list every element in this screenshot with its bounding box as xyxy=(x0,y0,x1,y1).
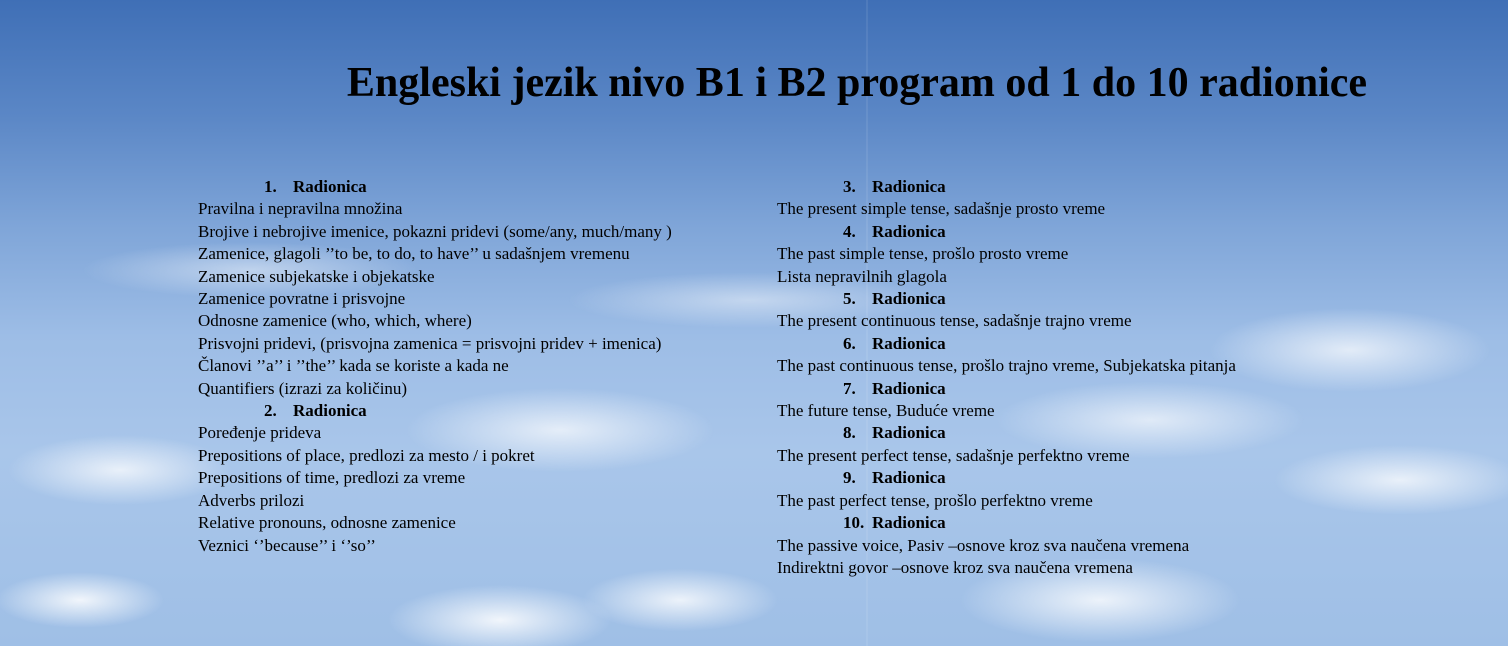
workshop-number: 10. xyxy=(843,513,865,533)
workshop-label: Radionica xyxy=(872,513,946,533)
topic-line: Lista nepravilnih glagola xyxy=(777,266,947,286)
workshop-label: Radionica xyxy=(872,289,946,309)
workshop-number: 7. xyxy=(843,378,856,398)
workshop-label: Radionica xyxy=(872,333,946,353)
topic-line: Prisvojni pridevi, (prisvojna zamenica = prisvojni pridev + imenica) xyxy=(198,333,662,353)
topic-line: The present perfect tense, sadašnje perfektno vreme xyxy=(777,445,1130,465)
workshop-number: 3. xyxy=(843,177,856,196)
right-column xyxy=(777,176,1236,579)
topic-line: Quantifiers (izrazi za količinu) xyxy=(198,378,408,398)
topic-line: Prepositions of time, predlozi za vreme xyxy=(198,468,466,488)
topic-line: Zamenice povratne i prisvojne xyxy=(198,289,406,309)
topic-line: The past simple tense, prošlo prosto vreme xyxy=(777,244,1069,264)
topic-line: Pravilna i nepravilna množina xyxy=(198,199,403,219)
workshop-label: Radionica xyxy=(872,378,946,398)
topic-line: The present simple tense, sadašnje prosto vreme xyxy=(777,199,1106,219)
topic-line: Brojive i nebrojive imenice, pokazni pridevi (some/any, much/many ) xyxy=(198,221,672,241)
workshop-heading xyxy=(198,400,672,422)
workshop-heading xyxy=(198,176,672,198)
topic-line: Zamenice subjekatske i objekatske xyxy=(198,266,435,286)
workshop-heading xyxy=(777,512,1236,534)
workshop-heading xyxy=(777,288,1236,310)
workshop-number: 8. xyxy=(843,423,856,443)
workshop-label: Radionica xyxy=(872,177,946,196)
workshop-number: 5. xyxy=(843,289,856,309)
topic-line: Relative pronouns, odnosne zamenice xyxy=(198,513,456,533)
topic-line: Članovi ’’a’’ i ’’the’’ kada se koriste a kada ne xyxy=(198,356,509,376)
workshop-label: Radionica xyxy=(293,401,367,421)
topic-line: Zamenice, glagoli ’’to be, to do, to have’’ u sadašnjem vremenu xyxy=(198,244,630,264)
workshop-heading xyxy=(777,176,1236,198)
workshop-number: 1. xyxy=(264,177,277,196)
workshop-heading xyxy=(777,221,1236,243)
workshop-number: 6. xyxy=(843,333,856,353)
topic-line: The past continuous tense, prošlo trajno vreme, Subjekatska pitanja xyxy=(777,356,1236,376)
workshop-number: 4. xyxy=(843,221,856,241)
topic-line: Odnosne zamenice (who, which, where) xyxy=(198,311,472,331)
topic-line: Prepositions of place, predlozi za mesto / i pokret xyxy=(198,445,535,465)
topic-line: The passive voice, Pasiv –osnove kroz sva naučena vremena xyxy=(777,535,1190,555)
topic-line: The future tense, Buduće vreme xyxy=(777,401,995,421)
workshop-heading xyxy=(777,467,1236,489)
topic-line: Indirektni govor –osnove kroz sva naučena vremena xyxy=(777,557,1133,577)
topic-line: Veznici ‘’because’’ i ‘’so’’ xyxy=(198,535,376,555)
left-column xyxy=(198,176,672,557)
topic-line: Adverbs prilozi xyxy=(198,490,305,510)
workshop-label: Radionica xyxy=(872,468,946,488)
workshop-number: 9. xyxy=(843,468,856,488)
workshop-label: Radionica xyxy=(872,221,946,241)
workshop-label: Radionica xyxy=(293,177,367,196)
workshop-label: Radionica xyxy=(872,423,946,443)
topic-line: The past perfect tense, prošlo perfektno vreme xyxy=(777,490,1093,510)
workshop-number: 2. xyxy=(264,401,277,421)
workshop-heading xyxy=(777,333,1236,355)
topic-line: Poređenje prideva xyxy=(198,423,322,443)
page-title: Engleski jezik nivo B1 i B2 program od 1 do 10 radionice xyxy=(346,60,1368,106)
workshop-heading xyxy=(777,378,1236,400)
workshop-heading xyxy=(777,422,1236,444)
topic-line: The present continuous tense, sadašnje trajno vreme xyxy=(777,311,1132,331)
